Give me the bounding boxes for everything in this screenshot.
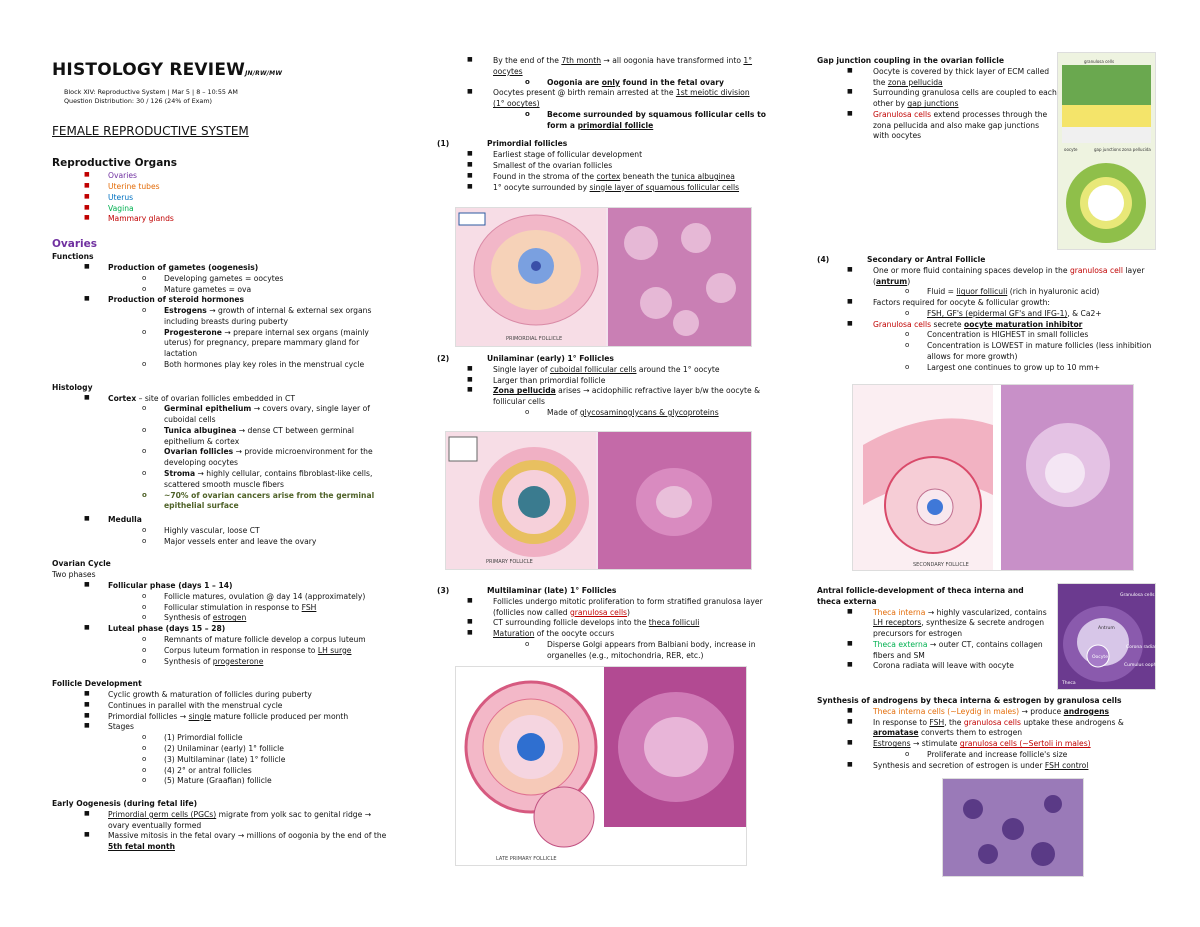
secondary-follicle-figure [852, 384, 1134, 571]
antral-follicle-illustration [1058, 584, 1167, 689]
svg-text:gap junctions: gap junctions [1094, 147, 1121, 152]
theca-histology-illustration [943, 779, 1083, 876]
synthesis-section: Synthesis of androgens by theca interna & estrogen by granulosa cells ■ Theca interna cells (~Leydig in males) → produce androgens ■ In response to FSH, the granulosa cells uptake these androgens & aromatase converts them to estrogen ■ Estrogens → stimulate granulosa cells (~Sertoli in males) o Proliferate and increase follicle's size ■ Synthesis and secretion of estrogen is under FSH control [817, 696, 1124, 770]
svg-text:zona pellucida: zona pellucida [1122, 147, 1151, 152]
gap-junction-heading: Gap junction coupling in the ovarian follicle [817, 56, 1004, 65]
svg-text:Cumulus oophorus: Cumulus oophorus [1124, 663, 1167, 668]
list-item: ■ Uterus [84, 192, 134, 202]
svg-text:Granulosa cells: Granulosa cells [1120, 593, 1155, 598]
primordial-heading: (1) Primordial follicles [437, 139, 568, 149]
svg-text:granulosa cells: granulosa cells [1084, 59, 1115, 64]
svg-text:Antrum: Antrum [1098, 626, 1115, 631]
svg-text:PRIMORDIAL FOLLICLE: PRIMORDIAL FOLLICLE [506, 336, 563, 342]
theca-histology-figure [942, 778, 1084, 877]
multilaminar-section: (3) Multilaminar (late) 1° Follicles ■ Follicles undergo mitotic proliferation to form stratified granulosa layer (follicles now called granulosa cells) ■ CT surrounding follicle develops into the theca folliculi ■ Maturation of the oocyte occurs o Disperse Golgi appears from Balbiani body, increase in organelles (e.g., mitochondria, RER, etc.) [437, 586, 763, 660]
list-item: ■ Mammary glands [84, 214, 174, 224]
svg-text:Oocyte: Oocyte [1092, 655, 1108, 660]
histology-label: Histology [52, 382, 93, 392]
primary-follicle-figure [445, 431, 752, 570]
column-3: Gap junction coupling in the ovarian follicle ■ Oocyte is covered by thick layer of ECM called the zona pellucida ■ Surrounding granulosa cells are coupled to each other by gap junctions ■ Granulosa cells extend processes through the zona pellucida and also make gap junctions with oocytes [817, 56, 1057, 141]
column-2: ■ By the end of the 7th month → all oogonia have transformed into 1° oocytes o Oogonia are only found in the fetal ovary ■ Oocytes present @ birth remain arrested at the 1st meiotic division (1° oocytes) o Become surrounded by squamous follicular cells to form a primordial follicle (1) Primordial follicles ■ Earliest stage of follicular development ■ Smallest of the ovarian follicles ■ Found in the stroma of the cortex beneath the tunica albuginea ■ 1° oocyte surrounded by single layer of squamous follicular cells [437, 56, 766, 192]
primordial-follicle-figure [455, 207, 752, 347]
primary-follicle-illustration [446, 432, 751, 569]
secondary-follicle-illustration [853, 385, 1133, 570]
late-primary-follicle-illustration [456, 667, 746, 865]
secondary-section: (4) Secondary or Antral Follicle ■ One or more fluid containing spaces develop in the granulosa cell layer (antrum) o Fluid = liquor folliculi (rich in hyaluronic acid) ■ Factors required for oocyte & follicular growth: o FSH, GF's (epidermal GF's and IFG-1), & Ca2+ ■ Granulosa cells secrete oocyte maturation inhibitor o Concentration is HIGHEST in small follicles o Concentration is LOWEST in mature follicles (less inhibition allows for more growth) o Largest one continues to grow up to 10 mm+ [817, 255, 1152, 372]
list-item: ■ Uterine tubes [84, 182, 160, 192]
list-item: ■ Ovaries [84, 171, 137, 181]
svg-text:PRIMARY FOLLICLE: PRIMARY FOLLICLE [486, 559, 533, 565]
organs-list [52, 171, 392, 225]
functions-list: ■ Production of gametes (oogenesis) o Developing gametes = oocytes o Mature gametes = ova ■ Production of steroid hormones o Estrogens → growth of internal & external sex organs including breasts during puberty o Progesterone → prepare internal sex organs (mainly uterus) for pregnancy, prepare mammary gland for lactation o Both hormones play key roles in the menstrual cycle [84, 262, 372, 369]
cycle-list: ■ Follicular phase (days 1 – 14) o Follicle matures, ovulation @ day 14 (approximately) o Follicular stimulation in response to FSH o Synthesis of estrogen ■ Luteal phase (days 15 – 28) o Remnants of mature follicle develop a corpus luteum o Corpus luteum formation in response to LH surge o Synthesis of progesterone [84, 581, 366, 666]
block-info: Block XIV: Reproductive System | Mar 5 | 8 – 10:55 AM Question Distribution: 30 / 126 (24% of Exam) [64, 88, 238, 105]
histology-list: ■ Cortex – site of ovarian follicles embedded in CT o Germinal epithelium → covers ovary, single layer of cuboidal cells o Tunica albuginea → dense CT between germinal epithelium & cortex o Ovarian follicles → provide microenvironment for the developing oocytes o Stroma → highly cellular, contains fibroblast-like cells, scattered smooth muscle fibers o ~70% of ovarian cancers arise from the germinal epithelial surface ■ Medulla o Highly vascular, loose CT o Major vessels enter and leave the ovary [84, 393, 375, 546]
antral-section: Antral follicle-development of theca interna and theca externa ■ Theca interna → highly vascularized, contains LH receptors, synthesize & secrete androgen precursors for estrogen ■ Theca externa → outer CT, contains collagen fibers and SM ■ Corona radiata will leave with oocyte [817, 586, 1047, 671]
gap-junction-illustration [1058, 53, 1155, 249]
svg-text:Corona radiata: Corona radiata [1126, 645, 1160, 650]
ovaries-heading: Ovaries [52, 238, 98, 251]
page-title: HISTOLOGY REVIEWJN/RW/MW [52, 60, 283, 80]
antral-follicle-figure [1057, 583, 1167, 690]
svg-text:SECONDARY FOLLICLE: SECONDARY FOLLICLE [913, 562, 969, 568]
column-1: HISTOLOGY REVIEWJN/RW/MW Block XIV: Reproductive System | Mar 5 | 8 – 10:55 AM Question Distribution: 30 / 126 (24% of Exam) FEMALE REPRODUCTIVE SYSTEM Reproductive Organs ■ Ovaries ■ Uterine tubes ■ Uterus ■ Vagina ■ Mammary glands Ovaries Functions ■ Production of gametes (oogenesis) o Developing gametes = oocytes o Mature gametes = ova ■ Production of steroid hormones o Estrogens → growth of internal & external sex organs including breasts during puberty o Progesterone → prepare internal sex organs (mainly uterus) for pregnancy, prepare mammary gland for lactation o Both hormones play key roles in the menstrual cycle Histology ■ Cortex – site of ovarian follicles embedded in CT o Germinal epithelium → covers ovary, single layer of cuboidal cells o Tunica albuginea → dense CT between germinal epithelium & cortex o Ovarian follicles → provide microenvironment for the developing oocytes o Stroma → highly cellular, contains fibroblast-like cells, scattered smooth muscle fibers o ~70% of ovarian cancers arise from the germinal epithelial surface ■ Medulla o Highly vascular, loose CT o Major vessels enter and leave the ovary Ovarian Cycle Two phases ■ Follicular phase (days 1 – 14) o Follicle matures, ovulation @ day 14 (approximately) o Follicular stimulation in response to FSH o Synthesis of estrogen ■ Luteal phase (days 15 – 28) o Remnants of mature follicle develop a corpus luteum o Corpus luteum formation in response to LH surge o Synthesis of progesterone Follicle Development ■ Cyclic growth & maturation of follicles during puberty ■ Continues in parallel with the menstrual cycle ■ Primordial follicles → single mature follicle produced per month ■ Stages o (1) Primordial follicle o (2) Unilaminar (early) 1° follicle o (3) Multilaminar (late) 1° follicle o (4) 2° or antral follicles o (5) Mature (Graafian) follicle Early Oogenesis (during fetal life) ■ Primordial germ cells (PGCs) migrate from yolk sac to genital ridge → ovary eventually formed ■ Massive mitosis in the fetal ovary → millions of oogonia by the end of the 5th fetal month [52, 58, 392, 853]
late-primary-follicle-figure [455, 666, 747, 866]
early-oogenesis-list: ■ Primordial germ cells (PGCs) migrate from yolk sac to genital ridge → ovary eventually formed ■ Massive mitosis in the fetal ovary → millions of oogonia by the end of the 5th fetal month [84, 809, 387, 852]
gap-junction-figure [1057, 52, 1156, 250]
follicle-development-list: ■ Cyclic growth & maturation of follicles during puberty ■ Continues in parallel with the menstrual cycle ■ Primordial follicles → single mature follicle produced per month ■ Stages o (1) Primordial follicle o (2) Unilaminar (early) 1° follicle o (3) Multilaminar (late) 1° follicle o (4) 2° or antral follicles o (5) Mature (Graafian) follicle [84, 690, 349, 786]
svg-text:oocyte: oocyte [1064, 147, 1078, 152]
unilaminar-section: (2) Unilaminar (early) 1° Follicles ■ Single layer of cuboidal follicular cells around the 1° oocyte ■ Larger than primordial follicle ■ Zona pellucida arises → acidophilic refractive layer b/w the oocyte & follicular cells o Made of glycosaminoglycans & glycoproteins [437, 354, 761, 417]
ovarian-cycle-heading: Ovarian Cycle [52, 559, 111, 569]
functions-label: Functions [52, 252, 94, 262]
follicle-development-heading: Follicle Development [52, 679, 142, 689]
section-title: FEMALE REPRODUCTIVE SYSTEM [52, 124, 249, 139]
primordial-follicle-illustration [456, 208, 751, 346]
list-item: ■ Vagina [84, 203, 134, 213]
early-oogenesis-heading: Early Oogenesis (during fetal life) [52, 799, 198, 809]
svg-text:LATE PRIMARY FOLLICLE: LATE PRIMARY FOLLICLE [496, 856, 557, 862]
organs-heading: Reproductive Organs [52, 157, 178, 170]
svg-text:Theca: Theca [1062, 681, 1076, 686]
